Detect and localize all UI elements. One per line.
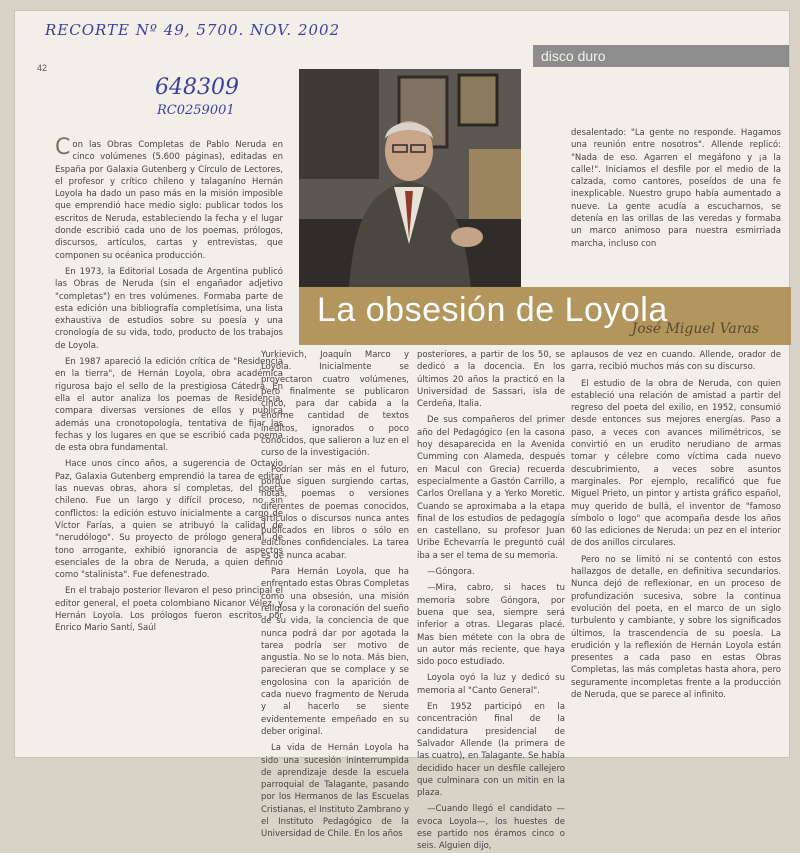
article-column-1 (55, 135, 283, 753)
section-label: disco duro (533, 45, 789, 67)
archive-header-note: RECORTE Nº 49, 5700. NOV. 2002 (45, 21, 341, 39)
paragraph: Hace unos cinco años, a sugerencia de Octavio Paz, Galaxia Gutenberg emprendió la tarea de editar las nuevas obras, ahora sí completas, del poeta chileno. Fue un largo y difícil proceso, no sin conflictos: la edición estuvo inicialmente a cargo de Víctor Farías, a quien se atribuyó la calidad de "nerudólogo". Su proyecto de prólogo general, de tono arrogante, exhibió ignorancia de aspectos esenciales de la obra de Neruda, a quien definió como "stalinista". Fue defenestrado. (55, 459, 283, 581)
paragraph: desalentado: "La gente no responde. Hagamos una reunión entre nosotros". Allende replicó: "Nada de eso. Agarren el megáfono y ¡a la calle!". Iniciamos el desfile por el medio de la calzada, como cantores, poseídos de una fe inexplicable. Nuestro grupo había aumentado a nueve. La gente acudía a escucharnos, se detenía en las orillas de las veredas y formaba un marco animoso para nuestra esmirriada marcha, incluso con (571, 128, 781, 249)
paragraph: Yurkievich, Joaquín Marco y Loyola. Inicialmente se proyectaron cuatro volúmenes, pero finalmente se publicaron cinco, para dar cabida a la enorme cantidad de textos inéditos, ignorados o poco conocidos, que salieron a luz en el curso de la investigación. (261, 350, 409, 459)
portrait-photo (299, 69, 521, 289)
paragraph: La vida de Hernán Loyola ha sido una sucesión ininterrumpida de aprendizaje desde la escuela parroquial de Talagante, pasando por los Hermanos de las Escuelas Cristianas, el Instituto Zambrano y el Instituto Pedagógico de la Universidad de Chile. En los años (261, 743, 409, 840)
article-column-3 (417, 349, 565, 852)
article-column-4 (571, 349, 781, 753)
paragraph: posteriores, a partir de los 50, se dedicó a la docencia. En los últimos 20 años la practicó en la Universidad de Sassari, isla de Cerdeña, Italia. (417, 350, 565, 410)
catalog-number: 648309 (155, 75, 239, 100)
article-column-4-top (571, 127, 781, 287)
paragraph: Para Hernán Loyola, que ha enfrentado estas Obras Completas como una obsesión, una misión religiosa y la coronación del sueño de su vida, la conciencia de que nunca podrá dar por agotada la tarea podría ser motivo de angustia. No se lo nota. Más bien, parecieran que se complace y se engolosina con la aparición de cada nuevo fragmento de Neruda y al hacerlo se siente evidentemente empeñado en su deber original. (261, 567, 409, 737)
paragraph: En 1952 participó en la concentración final de la candidatura presidencial de Salvador Allende (la primera de las cuatro), en Talagante. Se había decidido hacer un desfile callejero que culminara con un mitin en la plaza. (417, 702, 565, 799)
paragraph: Podrían ser más en el futuro, porque siguen surgiendo cartas, notas, poemas o versiones diferentes de poemas conocidos, artículos o discursos nunca antes publicados en libros o sólo en ediciones confidenciales. La tarea es de nunca acabar. (261, 464, 409, 561)
paragraph: El estudio de la obra de Neruda, con quien estableció una relación de amistad a partir del regreso del poeta del exilio, en 1952, consumió desde entonces sus mejores energías. Paso a paso, a veces con avances milimétricos, se convirtió en un erudito nerudiano de armas tomar y célebre como víctima cada nuevo descubrimiento, a veces sobre asuntos marginales. Por ejemplo, recalificó que fue Miguel Prieto, un pintor y artista gráfico español, muy querido de bullá, el inventor de "famoso símbolo o logo" que acompaña desde los años 60 las ediciones de Neruda: un pez en el interior de dos anillos circulares. (571, 378, 781, 549)
page-number: 42 (37, 63, 48, 73)
article-title: La obsesión de Loyola (317, 291, 668, 329)
paragraph: aplausos de vez en cuando. Allende, orador de garra, recibió muchos más con su discurso. (571, 350, 781, 373)
paragraph: En 1987 apareció la edición crítica de "Residencia en la tierra", de Hernán Loyola, obra académica rigurosa bajo el sello de la prestigiosa Cátedra. En ella el autor analiza los poemas de Residencia, compara diversas versiones de ellos y publica además una cronotopología, tentativa de fijar las fechas y los lugares en que se escribió cada poema de esta obra fundamental. (55, 357, 283, 454)
paragraph: En 1973, la Editorial Losada de Argentina publicó las Obras de Neruda (sin el engañador adjetivo "completas") en tres volúmenes. Formaba parte de esta edición una bibliografía completísima, una lista exhaustiva de estudios sobre su poesía y una cronología de su vida, todo, producto de los trabajos de Loyola. (55, 266, 283, 351)
catalog-code: RC0259001 (157, 103, 235, 118)
paragraph: De sus compañeros del primer año del Pedagógico (en la casona hoy desaparecida en la Avenida Cumming con Alameda, después en Macul con Grecia) recuerda especialmente a Gastón Carrillo, a Carlos Orellana y a Yerko Moretic. Cuando se aproximaba a la etapa final de los estudios de pedagogía en castellano, su profesor Juan Uribe Echevarría le preguntó cuál iba a ser el tema de su memoria. (417, 415, 565, 561)
paragraph: Loyola oyó la luz y dedicó su memoria al "Canto General". (417, 673, 565, 696)
paragraph: —Cuando llegó el candidato —evoca Loyola—, los huestes de ese partido nos éramos cinco o seis. Alguien dijo, (417, 804, 565, 852)
paragraph: —Góngora. (427, 567, 475, 578)
paragraph: Con las Obras Completas de Pablo Neruda en cinco volúmenes (5.600 páginas), editadas en España por Galaxia Gutenberg y Círculo de Lectores, el profesor y crítico chileno y talaganíno Hernán Loyola ha dado un paso más en la misión imposible que emprendió hace medio siglo: publicar todos los escritos de Neruda, estableciendo la fecha y el lugar donde escribió cada uno de los poemas, prólogos, discursos, artículos, cartas y entrevistas, que componen su océanica producción. (55, 135, 283, 261)
drop-cap: C (55, 135, 71, 160)
article-column-2 (261, 349, 409, 840)
paragraph: —Mira, cabro, si haces tu memoria sobre Góngora, por buena que sea, siempre será inferior a otras. Llegaras placé. Mas bien métete con la obra de un autor más reciente, que haya sido poco estudiado. (417, 583, 565, 668)
paragraph: En el trabajo posterior llevaron el peso principal el editor general, el poeta colombiano Nicanor Vélez, y Hernán Loyola. Los prólogos fueron escritos por Enrico Mario Santí, Saúl (55, 586, 283, 634)
title-band (299, 287, 791, 345)
article-byline: José Miguel Varas (631, 321, 759, 337)
portrait-photo-icon (299, 69, 521, 289)
paragraph: Pero no se limitó ni se contentó con estos hallazgos de detalle, en definitiva secundarios. Nunca dejó de reflexionar, en un proceso de profundización sucesiva, sobre la continua evolución del poeta, en el marco de un siglo turbulento y cambiante, y sobre los significados últimos, la trascendencia de su poesía. La erudición y la reflexión de Hernán Loyola están presentes a cada paso en estas Obras Completas, las más completas hasta ahora, pero seguramente incompletas frente a la producción de Neruda, que se parece al infinito. (571, 554, 781, 701)
clipping-sheet (14, 10, 790, 852)
